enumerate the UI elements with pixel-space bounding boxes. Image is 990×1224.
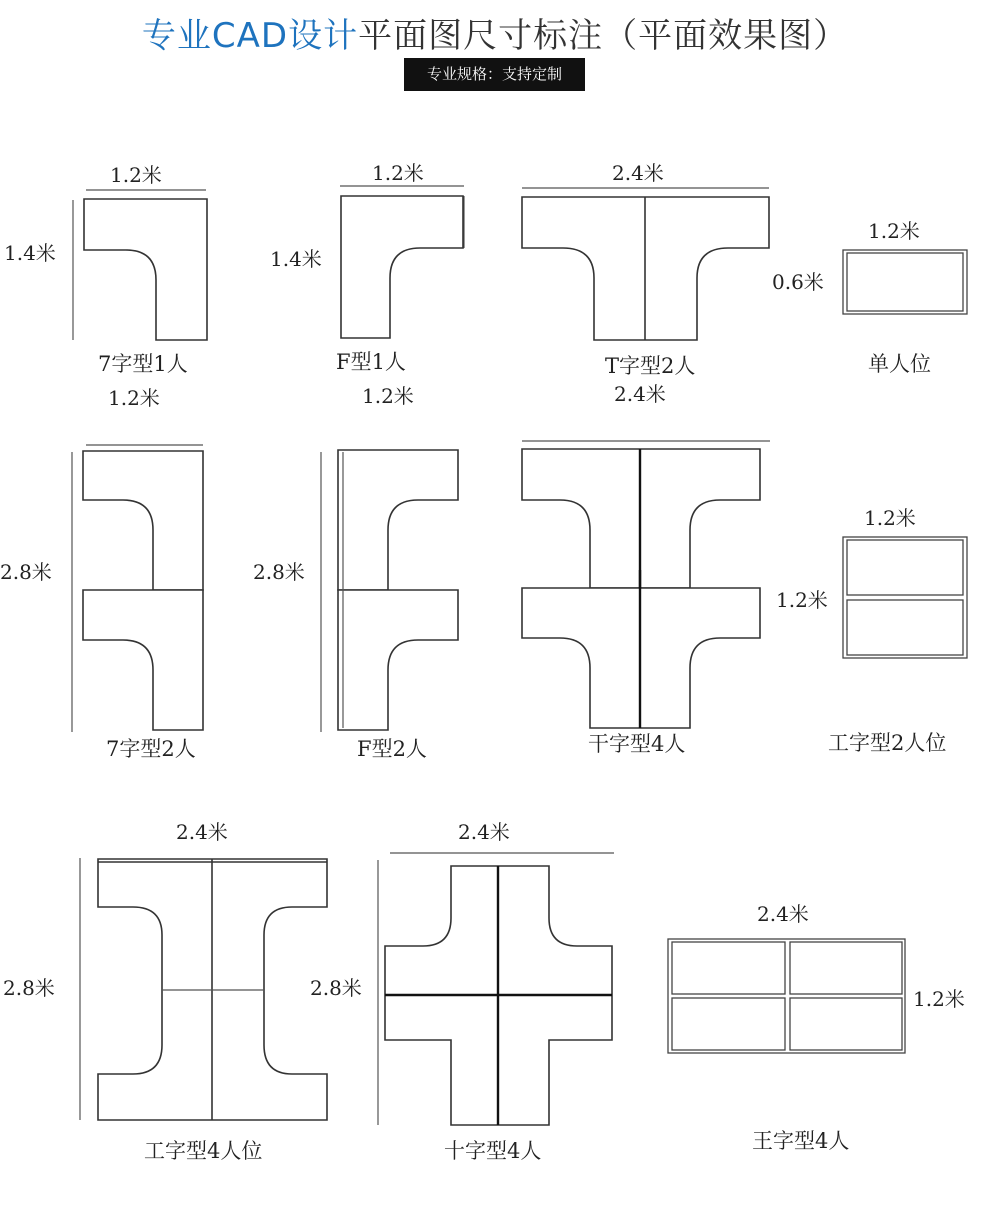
caption-d9: 工字型4人位	[144, 1139, 263, 1163]
desk-7-bottom	[83, 590, 203, 730]
desk-7-top	[83, 451, 203, 590]
dim-height-d8: 1.2米	[776, 588, 828, 612]
dim-width-d5: 1.2米	[108, 386, 160, 410]
diagram-f-shape-1	[340, 186, 464, 338]
diagram-gong-4-seat	[80, 858, 327, 1120]
dim-height-d5: 2.8米	[0, 560, 52, 584]
dim-width-d9: 2.4米	[176, 820, 228, 844]
caption-d8: 工字型2人位	[828, 731, 947, 755]
desk-quad-tr	[790, 942, 902, 994]
caption-d3: T字型2人	[605, 354, 696, 378]
caption-d6: F型2人	[357, 737, 427, 761]
diagram-7-shape-2	[72, 445, 203, 732]
desk-f-top	[338, 450, 458, 590]
caption-d4: 单人位	[868, 352, 931, 376]
desk-pair-top	[847, 540, 963, 595]
dim-height-d1: 1.4米	[4, 241, 56, 265]
spec-badge: 专业规格：支持定制	[404, 58, 585, 91]
desk-pair-bottom	[847, 600, 963, 655]
diagram-f-shape-2	[321, 450, 458, 732]
caption-d7: 干字型4人	[588, 732, 686, 756]
dim-width-d7: 2.4米	[614, 382, 666, 406]
dim-width-d10: 2.4米	[458, 820, 510, 844]
diagram-single-seat	[843, 250, 967, 314]
dim-height-d11: 1.2米	[913, 987, 965, 1011]
dim-width-d11: 2.4米	[757, 902, 809, 926]
dim-width-d1: 1.2米	[110, 163, 162, 187]
dim-width-d2: 1.2米	[372, 161, 424, 185]
desk-7-shape	[84, 199, 207, 340]
diagram-t-shape-2	[522, 188, 769, 340]
diagram-cross-4	[378, 853, 614, 1125]
caption-d1: 7字型1人	[98, 352, 188, 376]
dim-height-d2: 1.4米	[270, 247, 322, 271]
caption-d11: 王字型4人	[752, 1129, 850, 1153]
desk-single-inner	[847, 253, 963, 311]
dim-height-d10: 2.8米	[310, 976, 362, 1000]
caption-d10: 十字型4人	[444, 1139, 542, 1163]
desk-quad-br	[790, 998, 902, 1050]
desk-quad-tl	[672, 942, 785, 994]
desk-f-shape	[341, 196, 463, 338]
dim-height-d9: 2.8米	[3, 976, 55, 1000]
title-highlight: 专业CAD设计	[141, 16, 359, 56]
diagram-gan-shape-4	[522, 441, 770, 728]
desk-f-bottom	[338, 590, 458, 730]
diagram-gong-2-seat	[843, 537, 967, 658]
caption-d2: F型1人	[336, 350, 406, 374]
dim-width-d3: 2.4米	[612, 161, 664, 185]
title-rest: 平面图尺寸标注（平面效果图）	[358, 16, 849, 56]
caption-d5: 7字型2人	[106, 737, 196, 761]
dim-height-d6: 2.8米	[253, 560, 305, 584]
diagram-wang-4	[668, 939, 905, 1053]
dim-width-d8: 1.2米	[864, 506, 916, 530]
desk-quad-bl	[672, 998, 785, 1050]
dim-width-d4: 1.2米	[868, 219, 920, 243]
diagram-7-shape-1	[73, 190, 207, 340]
dim-width-d6: 1.2米	[362, 384, 414, 408]
dim-height-d4: 0.6米	[772, 270, 824, 294]
